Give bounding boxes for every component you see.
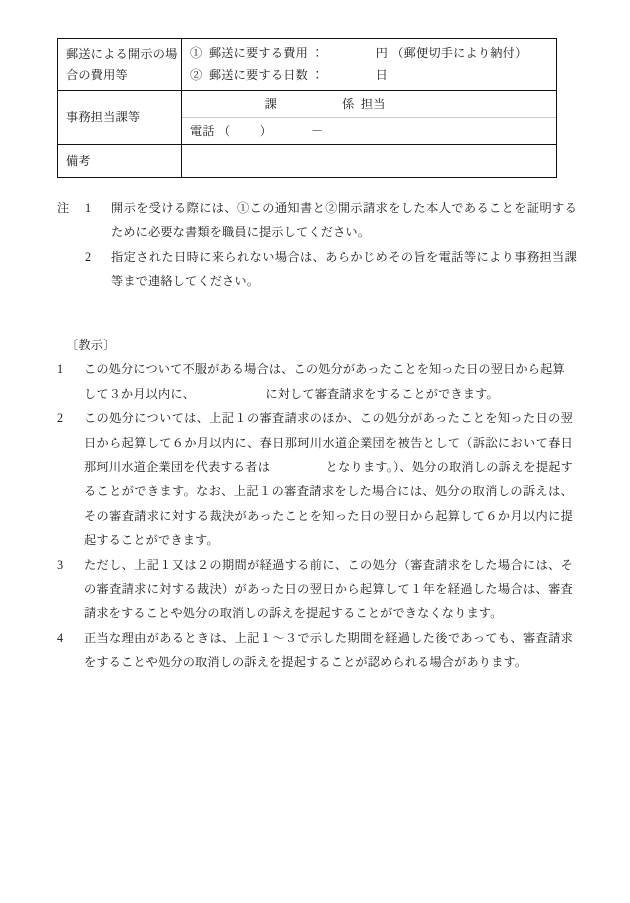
row-label-staff-section-text: 事務担当課等 (66, 110, 141, 125)
row-label-remarks (58, 145, 182, 178)
note-item-2-text: 指定された日時に来られない場合は、あらかじめその旨を電話等により事務担当課等まで連絡してください。 (111, 249, 577, 289)
row-label-line-2: 合の費用等 (66, 67, 128, 82)
row-value-remarks (182, 145, 557, 178)
note-item-1 (57, 196, 577, 245)
row-label-postage-cost (58, 39, 182, 91)
instruction-item-3 (57, 553, 573, 626)
instruction-item-2-number: 2 (57, 411, 64, 426)
row-value-staff-section (182, 91, 557, 145)
row-label-remarks-text: 備考 (66, 153, 91, 168)
instruction-item-1-number: 1 (57, 362, 64, 377)
remarks-value-text (182, 157, 556, 165)
postage-days-line: ② 郵送に要する日数 ： 日 (190, 67, 388, 82)
staff-section-phone-line: 電話 （ ） － (190, 124, 324, 139)
row-label-staff-section (58, 91, 182, 145)
disclosure-info-table (57, 38, 557, 178)
instruction-item-1-text: この処分について不服がある場合は、この処分があったことを知った日の翌日から起算して３か月以内に、 に対して審査請求をすることができます。 (84, 362, 565, 401)
table-row-postage (58, 39, 557, 91)
table-row-remarks (58, 145, 557, 178)
notes-section (57, 196, 577, 294)
note-item-1-text: 開示を受ける際には、①この通知書と②開示請求をした本人であることを証明するために必要な書類を職員に提示してください。 (111, 201, 577, 240)
row-value-postage-cost (182, 39, 557, 91)
instruction-item-2 (57, 406, 573, 552)
instructions-section (57, 333, 573, 675)
note-item-2-number: 2 (85, 249, 92, 264)
instruction-item-4-number: 4 (57, 630, 64, 645)
instruction-item-4 (57, 626, 573, 675)
instruction-item-3-text: ただし、上記１又は２の期間が経過する前に、この処分（審査請求をした場合には、その審査請求に対する裁決）があった日の翌日から起算して１年を経過した場合は、審査請求をすることや処分の取消しの訴えを提起することができなくなります。 (84, 557, 573, 621)
row-label-line-1: 郵送による開示の場 (66, 46, 178, 61)
note-item-2 (57, 245, 577, 294)
instruction-item-2-text: この処分については、上記１の審査請求のほか、この処分があったことを知った日の翌日から起算して６か月以内に、春日那珂川水道企業団を被告として（訴訟において春日那珂川水道企業団を代表する者は となります。）、処分の取消しの訴えを提起することができます。なお、上記１の審査請求をした場合には、処分の取消しの訴えは、その審査請求に対する裁決があったことを知った日の翌日から起算して６か月以内に提起することができます。 (84, 411, 573, 548)
staff-section-division-line: 課 係 担当 (182, 91, 556, 118)
instruction-item-3-number: 3 (57, 557, 64, 572)
instruction-item-1 (57, 357, 573, 406)
note-item-1-number: 1 (85, 201, 92, 215)
instructions-title: 〔教示〕 (66, 338, 116, 352)
postage-cost-line: ① 郵送に要する費用 ： 円 （郵便切手により納付） (190, 46, 528, 60)
table-row-staff-section (58, 91, 557, 145)
notes-marker: 注 (57, 201, 70, 215)
instruction-item-4-text: 正当な理由があるときは、上記１～３で示した期間を経過した後であっても、審査請求をすることや処分の取消しの訴えを提起することが認められる場合があります。 (84, 630, 573, 670)
